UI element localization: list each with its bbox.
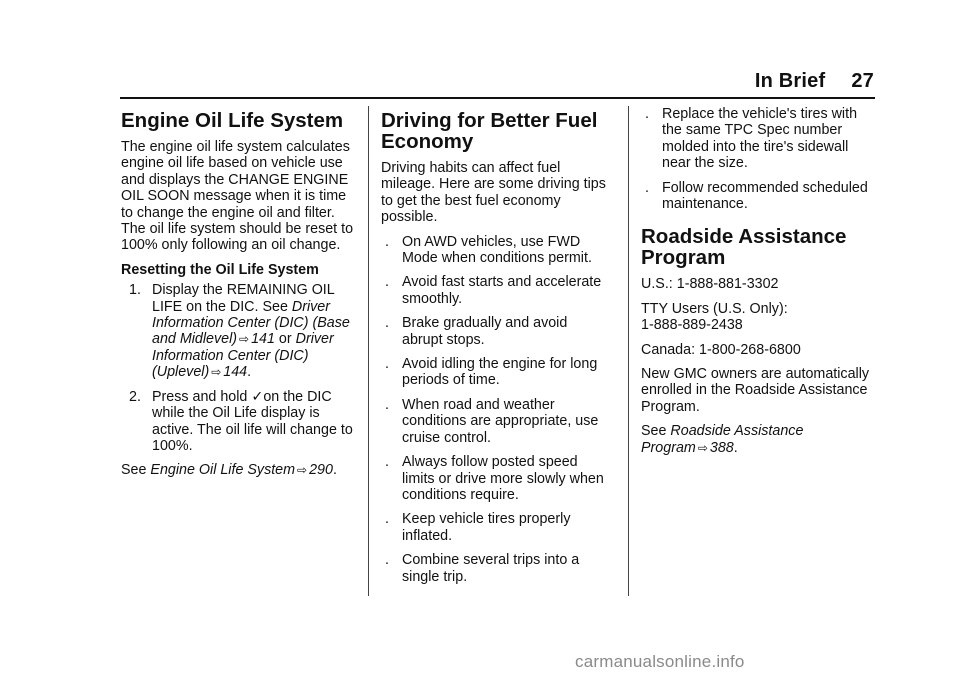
list-item (641, 106, 877, 172)
step-number: 2. (129, 388, 141, 405)
bullet-icon: . (385, 454, 389, 471)
column-engine-oil (121, 106, 361, 487)
see-reference (121, 462, 361, 478)
tty-number: 1-888-889-2438 (641, 317, 743, 334)
see-end: . (733, 439, 738, 456)
bullet-icon: . (645, 106, 649, 122)
page-ref-arrow-icon: ⇨ (211, 365, 222, 380)
phone-tty (641, 301, 877, 334)
bullet-icon: . (385, 511, 389, 528)
list-item (381, 511, 611, 544)
list-item (381, 356, 611, 389)
cross-reference-link[interactable]: Driver Information Center (DIC) (Base and Midlevel) (152, 298, 350, 348)
list-item-text: Replace the vehicle's tires with the same TPC Spec number molded into the tire's sidewall near the size. (662, 106, 858, 172)
page-number: 27 (851, 70, 874, 92)
page-ref-arrow-icon: ⇨ (297, 463, 308, 478)
column-fuel-economy (381, 106, 611, 593)
page-reference[interactable]: 144 (223, 364, 248, 381)
checkmark-icon: ✓ (251, 388, 264, 405)
bullet-icon: . (385, 274, 389, 291)
page-reference[interactable]: 388 (709, 439, 734, 456)
list-item-text: Always follow posted speed limits or drive more slowly when conditions require. (402, 454, 604, 503)
see-reference (641, 423, 877, 456)
section-title: In Brief (754, 70, 826, 92)
page-ref-arrow-icon: ⇨ (239, 332, 250, 347)
reset-step-1 (121, 282, 361, 380)
reset-subheading: Resetting the Oil Life System (121, 261, 319, 278)
list-item-text: Brake gradually and avoid abrupt stops. (402, 315, 568, 348)
list-item-text: Avoid idling the engine for long periods of time. (402, 356, 598, 389)
step-text-end: . (247, 364, 252, 381)
list-item-text: Avoid fast starts and accelerate smoothly. (402, 274, 602, 307)
list-item (381, 454, 611, 503)
bullet-icon: . (385, 396, 389, 413)
phone-canada: Canada: 1-800-268-6800 (641, 341, 801, 358)
section-heading-roadside: Roadside Assistance Program (641, 225, 847, 270)
column-roadside (641, 106, 877, 464)
list-item-text: Combine several trips into a single trip. (402, 552, 580, 585)
list-item (381, 315, 611, 348)
column-divider-2 (628, 106, 629, 596)
section-heading-fuel-economy: Driving for Better Fuel Economy (381, 109, 598, 153)
list-item (641, 180, 877, 213)
header-rule (120, 97, 875, 99)
see-prefix: See (641, 423, 671, 440)
step-text-or: or (274, 331, 296, 348)
list-item-text: Keep vehicle tires properly inflated. (402, 511, 571, 544)
cross-reference-link[interactable]: Driver Information Center (DIC) (Uplevel) (152, 331, 334, 381)
step-text: Display the REMAINING OIL LIFE on the DIC. See (152, 282, 335, 315)
page-reference[interactable]: 290 (309, 462, 333, 479)
oil-life-intro: The engine oil life system calculates engine oil life based on vehicle use and displays the CHANGE ENGINE OIL SOON message when it is time to change the engine oil and filter. The oil life system should be reset to 100% only following an oil change. (121, 139, 354, 254)
watermark: carmanualsonline.info (575, 652, 745, 671)
list-item (381, 397, 611, 446)
cross-reference-link[interactable]: Engine Oil Life System (150, 462, 296, 479)
step-number: 1. (129, 282, 141, 299)
bullet-icon: . (385, 233, 389, 250)
page-ref-arrow-icon: ⇨ (697, 440, 708, 455)
see-prefix: See (121, 462, 151, 479)
see-end: . (332, 462, 337, 479)
step-text-rest: on the DIC while the Oil Life display is active. The oil life will change to 100%. (152, 388, 353, 454)
cross-reference-link[interactable]: Roadside Assistance Program (641, 423, 804, 456)
fuel-economy-intro: Driving habits can affect fuel mileage. Here are some driving tips to get the best fuel economy possible. (381, 160, 606, 226)
section-heading-oil-life: Engine Oil Life System (121, 109, 344, 132)
list-item (381, 274, 611, 307)
phone-us: U.S.: 1-888-881-3302 (641, 276, 779, 293)
tty-label: TTY Users (U.S. Only): (641, 300, 788, 317)
list-item-text: When road and weather conditions are appropriate, use cruise control. (402, 396, 599, 446)
step-text: Press and hold (152, 388, 252, 405)
gmc-owners-note: New GMC owners are automatically enrolled in the Roadside Assistance Program. (641, 366, 870, 415)
page-header (755, 70, 874, 93)
bullet-icon: . (385, 315, 389, 332)
list-item-text: Follow recommended scheduled maintenance. (662, 179, 868, 213)
page-reference[interactable]: 141 (251, 331, 275, 348)
reset-step-2 (121, 389, 361, 455)
list-item-text: On AWD vehicles, use FWD Mode when conditions permit. (402, 233, 592, 267)
bullet-icon: . (645, 179, 649, 196)
bullet-icon: . (385, 552, 389, 569)
list-item (381, 234, 611, 267)
bullet-icon: . (385, 356, 389, 373)
list-item (381, 552, 611, 585)
column-divider-1 (368, 106, 369, 596)
